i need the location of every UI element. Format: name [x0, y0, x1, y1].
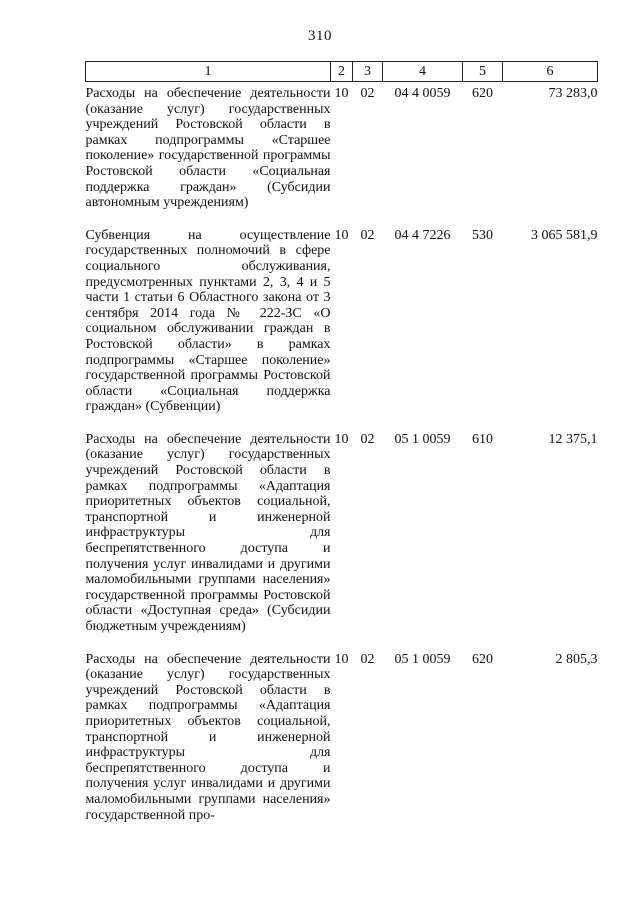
- header-col-1: 1: [86, 62, 331, 82]
- row-target-article-code: 05 1 0059: [394, 431, 451, 447]
- row-target-article-code: 04 4 0059: [394, 86, 451, 101]
- budget-table: [85, 61, 598, 823]
- row-amount: 73 283,0: [548, 86, 598, 101]
- row-amount: 12 375,1: [548, 431, 598, 447]
- row-description: Субвенция на осуществление государственных полномочий в сфере социального обслуживания, предусмотренных пунктами 2, 3, 4 и 5 части 1 статьи 6 Областного закона от 3 сентября 2014 года № 222-ЗС «О социальном обслуживании граждан в Ростовской области» в рамках подпрограммы «Старшее поколение» государственной программы Ростовской области «Социальная поддержка граждан» (Субвенции): [85, 227, 331, 415]
- row-expense-type-code: 620: [472, 651, 493, 667]
- row-section-code: 10: [334, 227, 349, 243]
- table-row: [86, 432, 598, 652]
- row-subsection-code: 02: [360, 651, 375, 667]
- row-expense-type-code: 620: [472, 86, 493, 101]
- row-target-article-code: 04 4 7226: [394, 227, 451, 243]
- table-row: [86, 82, 598, 228]
- row-amount: 2 805,3: [555, 651, 598, 667]
- row-target-article-code: 05 1 0059: [394, 651, 451, 667]
- header-col-2: 2: [331, 62, 353, 82]
- table-header: [86, 62, 598, 82]
- row-subsection-code: 02: [360, 431, 375, 447]
- header-col-3: 3: [353, 62, 383, 82]
- header-col-5: 5: [463, 62, 503, 82]
- row-description: Расходы на обеспечение деятельности (оказание услуг) государственных учреждений Ростовской области в рамках подпрограммы «Адаптация приоритетных объектов социальной, транспортной и инженерной инфраструктуры для беспрепятственного доступа и получения услуг инвалидами и другими маломобильными группами населения» государственной про-: [85, 651, 331, 823]
- row-subsection-code: 02: [360, 86, 375, 101]
- row-amount: 3 065 581,9: [531, 227, 598, 243]
- row-description: Расходы на обеспечение деятельности (оказание услуг) государственных учреждений Ростовской области в рамках подпрограммы «Адаптация приоритетных объектов социальной, транспортной и инженерной инфраструктуры для беспрепятственного доступа и получения услуг инвалидами и другими маломобильными группами населения» государственной программы Ростовской области «Доступная среда» (Субсидии бюджетным учреждениям): [85, 431, 331, 634]
- row-section-code: 10: [334, 651, 349, 667]
- row-subsection-code: 02: [360, 227, 375, 243]
- row-expense-type-code: 530: [472, 227, 493, 243]
- table-row: [86, 652, 598, 824]
- row-description: Расходы на обеспечение деятельности (оказание услуг) государственных учреждений Ростовской области в рамках подпрограммы «Старшее поколение» государственной программы Ростовской области «Социальная поддержка граждан» (Субсидии автономным учреждениям): [85, 86, 331, 211]
- header-col-6: 6: [503, 62, 598, 82]
- header-col-4: 4: [383, 62, 463, 82]
- row-section-code: 10: [334, 431, 349, 447]
- page-number: 310: [308, 28, 332, 44]
- row-expense-type-code: 610: [472, 431, 493, 447]
- row-section-code: 10: [334, 86, 349, 101]
- table-row: [86, 228, 598, 432]
